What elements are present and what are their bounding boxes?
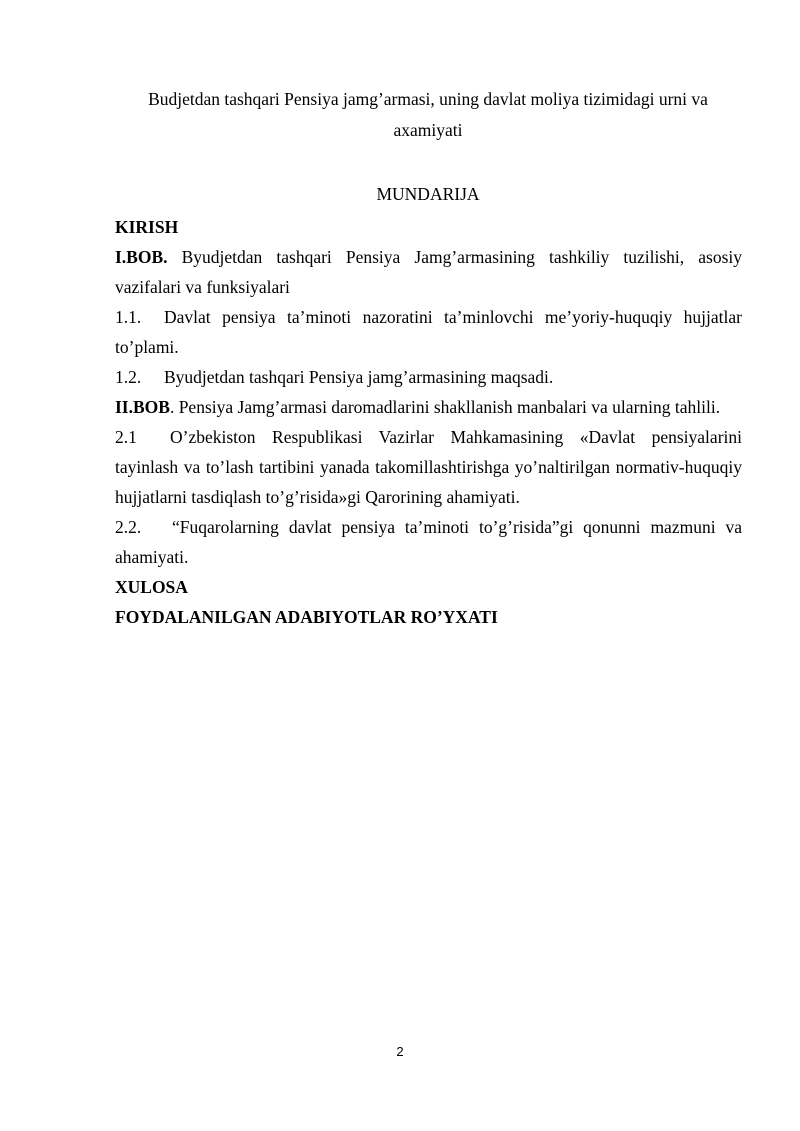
- toc-section-1-1: [115, 302, 742, 362]
- toc-chapter-1: [115, 242, 742, 302]
- toc-conclusion: XULOSA: [115, 577, 188, 597]
- chapter-1-label: I.BOB.: [115, 247, 168, 267]
- toc-section-2-2: [115, 512, 742, 572]
- section-1-1-number: 1.1.: [115, 307, 142, 327]
- section-1-2-number: 1.2.: [115, 367, 142, 387]
- chapter-2-text: . Pensiya Jamg’armasi daromadlarini shakllanish manbalari va ularning tahlili.: [169, 397, 721, 417]
- chapter-2-label: II.BOB: [115, 397, 170, 417]
- title-line-1: Budjetdan tashqari Pensiya jamg’armasi, uning davlat moliya tizimidagi urni va: [148, 89, 708, 109]
- section-1-1-text: Davlat pensiya ta’minoti nazoratini ta’minlovchi me’yoriy-huquqiy hujjatlar to’plami.: [115, 307, 742, 357]
- contents-heading: MUNDARIJA: [376, 184, 480, 204]
- section-1-2-text: Byudjetdan tashqari Pensiya jamg’armasining maqsadi.: [164, 367, 554, 387]
- toc-chapter-2: [115, 392, 742, 422]
- section-2-1-text: O’zbekiston Respublikasi Vazirlar Mahkamasining «Davlat pensiyalarini tayinlash va to’lash tartibini yanada takomillashtirishga yo’naltirilgan normativ-huquqiy hujjatlarni tasdiqlash to’g’risida»gi Qarorining ahamiyati.: [115, 427, 742, 507]
- toc-section-1-2: [115, 362, 742, 392]
- section-2-2-number: 2.2.: [115, 517, 142, 537]
- toc-references: FOYDALANILGAN ADABIYOTLAR RO’YXATI: [115, 607, 498, 627]
- table-of-contents: [115, 212, 742, 632]
- title-line-2: axamiyati: [393, 120, 463, 140]
- document-title: [115, 84, 741, 146]
- chapter-1-text: Byudjetdan tashqari Pensiya Jamg’armasining tashkiliy tuzilishi, asosiy vazifalari va funksiyalari: [115, 247, 742, 297]
- section-2-2-text: “Fuqarolarning davlat pensiya ta’minoti to’g’risida”gi qonunni mazmuni va ahamiyati.: [115, 517, 742, 567]
- toc-intro: KIRISH: [115, 217, 179, 237]
- toc-section-2-1: [115, 422, 742, 512]
- section-2-1-number: 2.1: [115, 427, 137, 447]
- page-number: 2: [396, 1044, 404, 1059]
